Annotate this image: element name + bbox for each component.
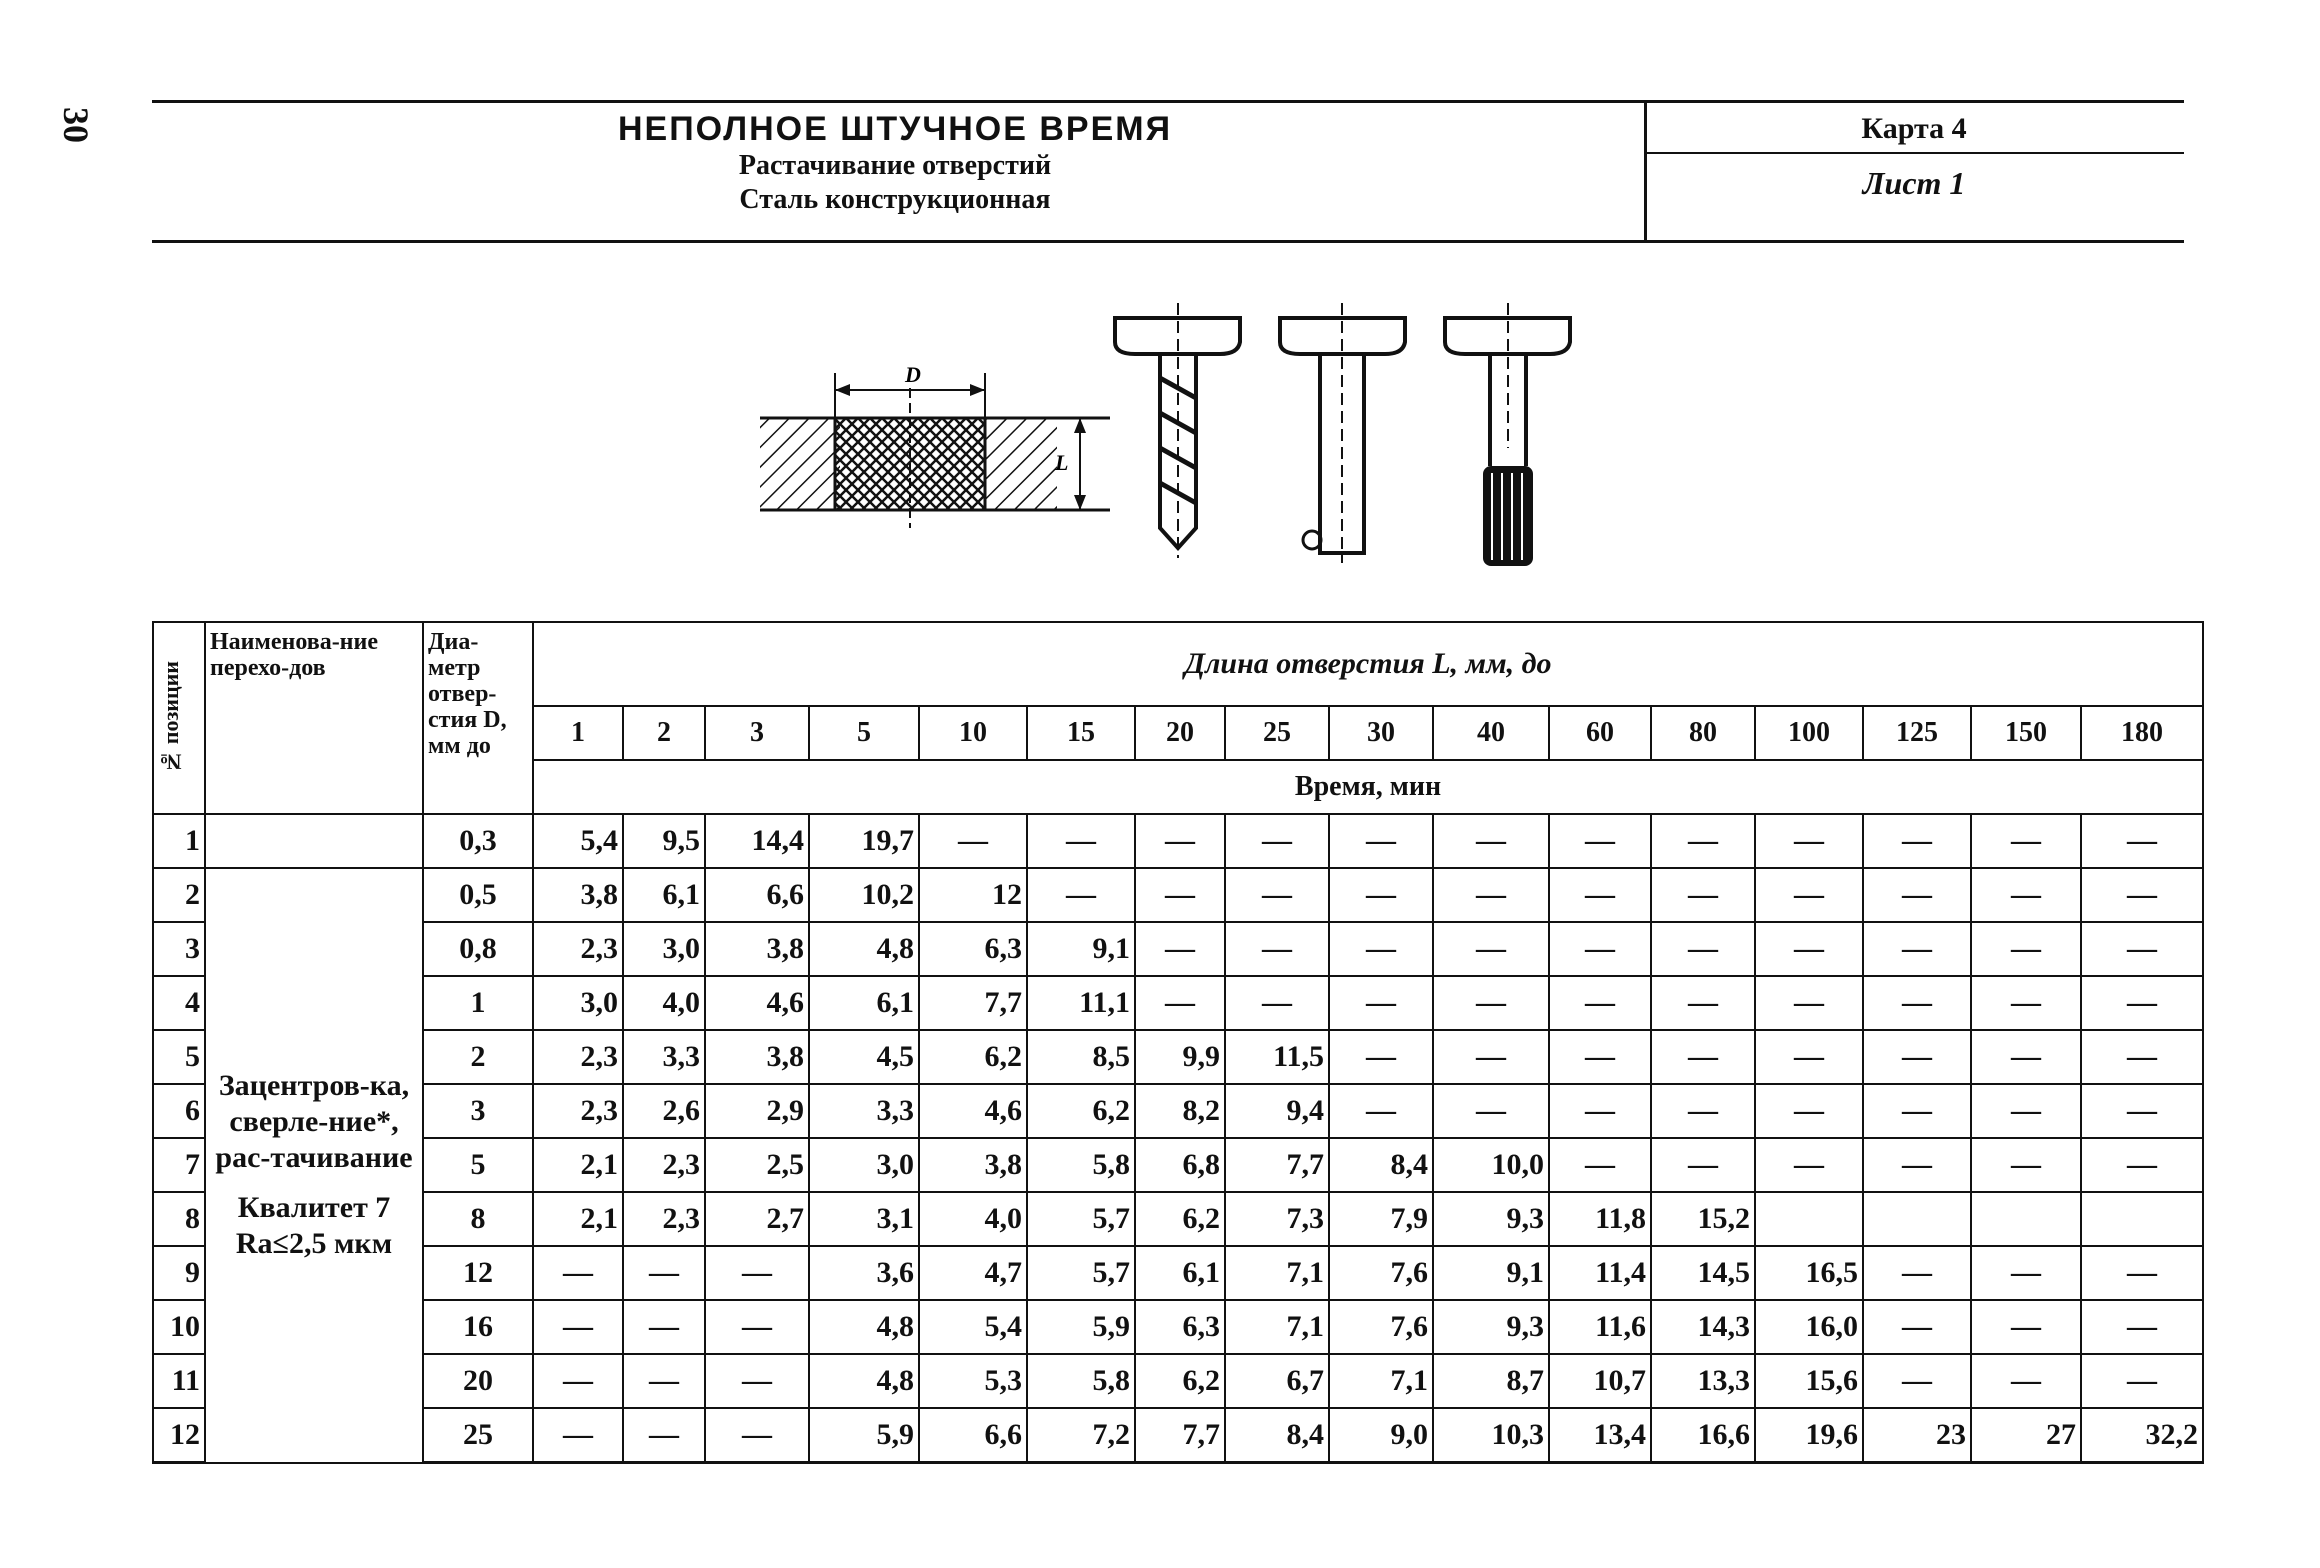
time-cell: 8,5 [1027,1030,1135,1084]
time-cell: 2,5 [705,1138,809,1192]
operation-quality: Квалитет 7 [237,1191,391,1225]
row-diameter: 12 [423,1246,533,1300]
time-cell: 11,8 [1549,1192,1651,1246]
table-row [153,1192,2203,1246]
time-cell: — [1027,814,1135,868]
header-bottom-rule [152,240,2184,243]
time-cell: — [623,1354,705,1408]
row-position: 7 [153,1138,205,1192]
time-cell: — [2081,1246,2203,1300]
time-cell: — [1971,1354,2081,1408]
time-cell: — [623,1408,705,1463]
time-cell: 6,1 [809,976,919,1030]
time-cell: 32,2 [2081,1408,2203,1463]
time-cell: 4,8 [809,1354,919,1408]
length-col-header: 150 [1971,706,2081,760]
time-cell: — [1971,1300,2081,1354]
time-cell [1863,1192,1971,1246]
time-cell: 6,3 [1135,1300,1225,1354]
row-diameter: 8 [423,1192,533,1246]
length-col-header: 125 [1863,706,1971,760]
time-cell: — [1651,814,1755,868]
time-cell: — [1549,814,1651,868]
time-cell: 9,0 [1329,1408,1433,1463]
time-cell: — [2081,814,2203,868]
time-cell: 11,4 [1549,1246,1651,1300]
time-cell: 9,5 [623,814,705,868]
row-position: 11 [153,1354,205,1408]
row-position: 1 [153,814,205,868]
time-cell: — [623,1246,705,1300]
length-col-header: 5 [809,706,919,760]
time-cell: — [1329,1084,1433,1138]
time-cell: — [1651,868,1755,922]
card-number: Карта 4 [1861,112,1967,145]
time-cell: — [1135,868,1225,922]
time-cell [2081,1192,2203,1246]
time-cell: — [919,814,1027,868]
time-cell: 7,6 [1329,1246,1433,1300]
time-cell: 9,9 [1135,1030,1225,1084]
time-cell: — [1549,922,1651,976]
time-cell: 5,9 [809,1408,919,1463]
time-cell: — [2081,868,2203,922]
page-subtitle-material: Сталь конструкционная [739,184,1051,215]
time-cell: — [1755,1084,1863,1138]
time-cell: — [1863,1084,1971,1138]
time-cell: 15,2 [1651,1192,1755,1246]
row-diameter: 3 [423,1084,533,1138]
time-cell: 2,3 [623,1138,705,1192]
time-cell: — [1651,922,1755,976]
time-cell: — [1755,922,1863,976]
time-cell: — [1971,976,2081,1030]
time-cell: — [2081,922,2203,976]
time-cell: — [1755,1138,1863,1192]
time-cell: 5,9 [1027,1300,1135,1354]
time-cell: — [1863,1030,1971,1084]
time-cell: — [2081,1300,2203,1354]
time-cell: 8,7 [1433,1354,1549,1408]
time-cell: — [1433,814,1549,868]
time-cell: 7,7 [919,976,1027,1030]
time-cell: 3,1 [809,1192,919,1246]
time-cell: — [1329,976,1433,1030]
time-cell: 2,6 [623,1084,705,1138]
row-position: 8 [153,1192,205,1246]
table-row [153,1300,2203,1354]
time-cell: — [1863,976,1971,1030]
length-col-header: 180 [2081,706,2203,760]
time-cell: — [1863,868,1971,922]
time-cell: — [1863,1246,1971,1300]
time-cell: — [2081,1030,2203,1084]
table-row [153,1084,2203,1138]
row-position: 9 [153,1246,205,1300]
time-cell: 19,6 [1755,1408,1863,1463]
dimension-L [1054,418,1086,510]
time-cell: 11,1 [1027,976,1135,1030]
table-row [153,868,2203,922]
time-cell: 4,8 [809,922,919,976]
length-col-header: 25 [1225,706,1329,760]
time-cell: 3,0 [623,922,705,976]
header-operation: Наименова-ние перехо-дов [205,622,423,814]
length-col-header: 2 [623,706,705,760]
time-cell: — [1433,868,1549,922]
time-cell: 3,8 [705,1030,809,1084]
time-cell: 5,4 [919,1300,1027,1354]
page-number: 30 [56,107,96,143]
row-diameter: 25 [423,1408,533,1463]
time-cell: 6,1 [1135,1246,1225,1300]
time-cell: 15,6 [1755,1354,1863,1408]
time-cell: 5,7 [1027,1246,1135,1300]
length-col-header: 15 [1027,706,1135,760]
time-cell: 4,0 [919,1192,1027,1246]
time-cell: — [1549,976,1651,1030]
time-cell [1971,1192,2081,1246]
time-cell: 7,7 [1135,1408,1225,1463]
time-cell: — [1225,922,1329,976]
time-cell: 7,3 [1225,1192,1329,1246]
time-cell: 14,3 [1651,1300,1755,1354]
time-cell: — [1863,1354,1971,1408]
countersink-icon [1280,303,1405,563]
row-position: 4 [153,976,205,1030]
time-cell: 5,8 [1027,1138,1135,1192]
time-cell: — [2081,1084,2203,1138]
table-row [153,1408,2203,1463]
time-cell: — [1755,976,1863,1030]
time-cell: 9,3 [1433,1192,1549,1246]
length-col-header: 30 [1329,706,1433,760]
time-cell: — [705,1408,809,1463]
table-row [153,922,2203,976]
time-cell: — [1651,1084,1755,1138]
time-cell: 13,4 [1549,1408,1651,1463]
table-row [153,1354,2203,1408]
time-cell: — [1225,868,1329,922]
time-cell: 10,7 [1549,1354,1651,1408]
time-cell: — [1225,976,1329,1030]
time-cell: 3,8 [919,1138,1027,1192]
time-cell: — [1863,1138,1971,1192]
time-cell: — [1971,814,2081,868]
time-cell: — [1329,922,1433,976]
time-cell: 2,9 [705,1084,809,1138]
table-row [153,1246,2203,1300]
time-cell: 2,1 [533,1192,623,1246]
length-col-header: 3 [705,706,809,760]
row-diameter: 1 [423,976,533,1030]
time-cell: 2,1 [533,1138,623,1192]
time-cell: 2,3 [533,1030,623,1084]
time-cell: — [1433,976,1549,1030]
time-cell: 3,6 [809,1246,919,1300]
time-cell: — [1755,814,1863,868]
time-cell: 27 [1971,1408,2081,1463]
tool-diagram [750,298,1590,588]
operation-operation: Зацентров-ка, сверле-ние*, рас-тачивание [215,1069,413,1175]
time-cell: 6,2 [1135,1354,1225,1408]
time-cell: 16,5 [1755,1246,1863,1300]
time-cell: — [1971,1138,2081,1192]
time-cell: 4,5 [809,1030,919,1084]
time-cell: 7,1 [1225,1246,1329,1300]
time-cell: 3,8 [705,922,809,976]
time-cell: — [1135,814,1225,868]
time-cell: 7,9 [1329,1192,1433,1246]
length-col-header: 100 [1755,706,1863,760]
time-cell: 9,3 [1433,1300,1549,1354]
time-cell: — [1027,868,1135,922]
time-cell: 11,5 [1225,1030,1329,1084]
time-cell: 16,6 [1651,1408,1755,1463]
time-cell: 13,3 [1651,1354,1755,1408]
time-cell: 7,6 [1329,1300,1433,1354]
time-cell: — [1329,868,1433,922]
row-position: 6 [153,1084,205,1138]
time-cell: 12 [919,868,1027,922]
table-row [153,814,2203,868]
table-row [153,1138,2203,1192]
time-cell: 2,3 [533,922,623,976]
time-cell: 3,0 [809,1138,919,1192]
time-cell: — [1549,868,1651,922]
time-cell: — [533,1300,623,1354]
time-cell: — [1971,868,2081,922]
length-col-header: 80 [1651,706,1755,760]
time-cell: — [1433,922,1549,976]
row-position: 3 [153,922,205,976]
dimension-D-label: D [905,362,921,387]
time-cell: 14,4 [705,814,809,868]
header-diameter: Диа-метр отвер-стия D, мм до [423,622,533,814]
time-cell: 4,8 [809,1300,919,1354]
time-cell: — [1135,976,1225,1030]
time-cell: — [705,1300,809,1354]
time-cell: — [1863,922,1971,976]
row-position: 2 [153,868,205,922]
time-cell: 14,5 [1651,1246,1755,1300]
row-position: 12 [153,1408,205,1463]
operation-empty-cell [205,814,423,868]
time-cell: 3,3 [623,1030,705,1084]
time-cell: 6,2 [919,1030,1027,1084]
time-cell: 7,2 [1027,1408,1135,1463]
time-cell: 3,8 [533,868,623,922]
time-cell: 6,8 [1135,1138,1225,1192]
time-cell: 5,8 [1027,1354,1135,1408]
row-diameter: 0,5 [423,868,533,922]
title-block [150,110,1640,217]
page-subtitle-operation: Растачивание отверстий [738,150,1052,181]
time-cell: — [1971,1084,2081,1138]
row-position: 5 [153,1030,205,1084]
time-cell: 10,2 [809,868,919,922]
time-cell: 4,7 [919,1246,1027,1300]
drill-icon [1115,303,1240,558]
time-cell: 2,7 [705,1192,809,1246]
operation-name-cell [205,868,423,1463]
time-cell: — [1549,1138,1651,1192]
time-cell: — [533,1408,623,1463]
reamer-icon [1445,303,1570,566]
time-cell: 6,1 [623,868,705,922]
time-cell: — [705,1246,809,1300]
card-box [1646,104,2182,212]
time-cell: 6,3 [919,922,1027,976]
time-cell: — [533,1246,623,1300]
time-cell: 8,4 [1225,1408,1329,1463]
time-cell: 9,1 [1027,922,1135,976]
row-position: 10 [153,1300,205,1354]
time-cell: 4,6 [919,1084,1027,1138]
time-cell: — [1651,976,1755,1030]
time-cell: 10,0 [1433,1138,1549,1192]
operation-roughness: Ra≤2,5 мкм [235,1227,393,1261]
row-diameter: 5 [423,1138,533,1192]
time-cell: — [1755,1030,1863,1084]
dimension-L-label: L [1055,450,1069,475]
time-cell: — [533,1354,623,1408]
time-cell: 2,3 [533,1084,623,1138]
time-cell: — [1651,1138,1755,1192]
time-cell: — [1549,1084,1651,1138]
sheet-number: Лист 1 [1862,165,1966,201]
row-diameter: 0,8 [423,922,533,976]
time-cell: — [1433,1030,1549,1084]
header-position: № позиции [153,622,205,814]
time-cell: 4,0 [623,976,705,1030]
table-row [153,976,2203,1030]
time-cell: — [1135,922,1225,976]
time-cell: 5,3 [919,1354,1027,1408]
time-norm-table [152,621,2204,1464]
time-cell: — [1755,868,1863,922]
time-cell: 4,6 [705,976,809,1030]
time-cell: 6,6 [919,1408,1027,1463]
time-cell: 8,2 [1135,1084,1225,1138]
length-col-header: 20 [1135,706,1225,760]
time-cell: — [1971,1030,2081,1084]
time-cell: 7,1 [1225,1300,1329,1354]
row-diameter: 2 [423,1030,533,1084]
time-cell: — [1549,1030,1651,1084]
row-diameter: 0,3 [423,814,533,868]
time-cell: 19,7 [809,814,919,868]
length-col-header: 10 [919,706,1027,760]
time-cell: 10,3 [1433,1408,1549,1463]
header-top-rule [152,100,2184,103]
time-cell: — [2081,1354,2203,1408]
time-cell: 23 [1863,1408,1971,1463]
time-cell: — [1329,814,1433,868]
time-cell: 5,4 [533,814,623,868]
time-cell: 16,0 [1755,1300,1863,1354]
time-cell: 3,3 [809,1084,919,1138]
time-cell: 3,0 [533,976,623,1030]
length-col-header: 60 [1549,706,1651,760]
time-cell: — [1329,1030,1433,1084]
header-hole-length: Длина отверстия L, мм, до [533,622,2203,706]
time-cell: 7,1 [1329,1354,1433,1408]
time-cell: 8,4 [1329,1138,1433,1192]
header-time: Время, мин [533,760,2203,814]
time-cell: — [1863,1300,1971,1354]
time-cell: 6,6 [705,868,809,922]
time-cell: 9,4 [1225,1084,1329,1138]
time-cell: — [1863,814,1971,868]
row-diameter: 20 [423,1354,533,1408]
time-cell: 6,7 [1225,1354,1329,1408]
time-cell: — [1651,1030,1755,1084]
length-col-header: 40 [1433,706,1549,760]
time-cell: — [705,1354,809,1408]
row-diameter: 16 [423,1300,533,1354]
time-cell: — [1225,814,1329,868]
time-cell: 6,2 [1135,1192,1225,1246]
time-cell: 7,7 [1225,1138,1329,1192]
time-cell: 9,1 [1433,1246,1549,1300]
time-cell [1755,1192,1863,1246]
time-cell: — [2081,1138,2203,1192]
length-col-header: 1 [533,706,623,760]
time-cell: 11,6 [1549,1300,1651,1354]
time-cell: — [1433,1084,1549,1138]
time-cell: — [1971,1246,2081,1300]
time-cell: 5,7 [1027,1192,1135,1246]
time-cell: 2,3 [623,1192,705,1246]
time-cell: 6,2 [1027,1084,1135,1138]
time-cell: — [2081,976,2203,1030]
table-row [153,1030,2203,1084]
time-cell: — [623,1300,705,1354]
time-cell: — [1971,922,2081,976]
page-title: НЕПОЛНОЕ ШТУЧНОЕ ВРЕМЯ [617,110,1173,148]
